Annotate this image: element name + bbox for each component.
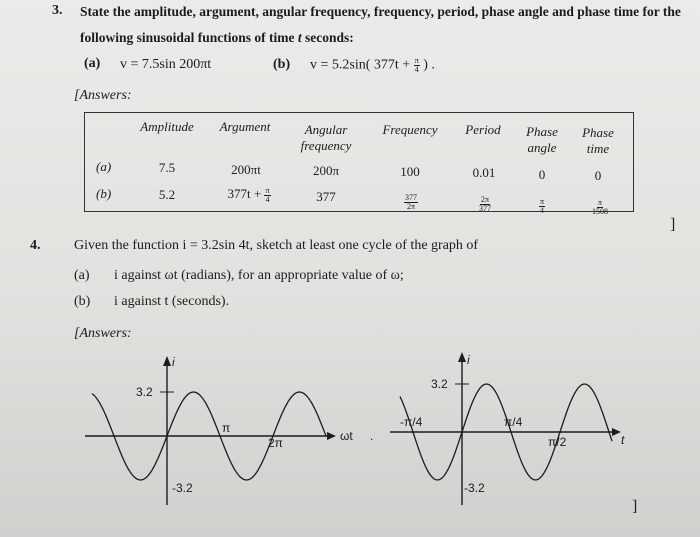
header-amplitude: Amplitude	[140, 119, 194, 134]
graph2-ymax-label: 3.2	[431, 377, 448, 391]
q4-part-b-text: i against t (seconds).	[114, 294, 230, 309]
row-b-phase-time: $\frac{\pi}{1508}$	[592, 198, 608, 216]
header-angular: Angular	[304, 122, 348, 137]
question-4-text: Given the function i = 3.2sin 4t, sketch at least one cycle of the graph of	[74, 238, 479, 253]
row-b-frequency: $\frac{377}{2\pi}$	[405, 193, 417, 211]
question-3-text-line1: State the amplitude, argument, angular frequency, frequency, period, phase angle and phase time for the	[80, 4, 681, 19]
graph2-y-label: i	[467, 353, 470, 367]
row-b-angular: 377	[316, 189, 336, 204]
row-b-label: (b)	[96, 186, 112, 201]
graph2-x-arrow	[612, 428, 621, 436]
header-phase-time: Phase	[582, 125, 614, 140]
q4-part-a-label: (a)	[74, 268, 90, 283]
row-b-phase-angle: $\frac{\pi}{4}$	[539, 197, 545, 215]
answers-label-2: [Answers:	[74, 326, 132, 341]
q4-part-b-label: (b)	[74, 294, 91, 309]
graph1-y-label: i	[172, 355, 175, 369]
question-4-number: 4.	[30, 238, 41, 253]
graph2-half-label: π/2	[548, 435, 567, 449]
graph2-x-label: t	[621, 433, 625, 447]
graph1-stray-dot: .	[370, 429, 374, 443]
answer-close-bracket-1: ]	[670, 216, 676, 233]
row-a-frequency: 100	[400, 164, 420, 179]
question-3-number: 3.	[52, 3, 63, 18]
graph1-2pi-label: 2π	[268, 436, 283, 450]
row-a-argument: 200πt	[231, 162, 261, 177]
header-frequency-word: frequency	[300, 138, 352, 153]
question-3-text-line2: following sinusoidal functions of time t seconds:	[80, 30, 354, 45]
part-b-label: (b)	[273, 57, 291, 72]
header-phase-angle: Phase	[526, 124, 558, 139]
graph2-y-arrow	[458, 352, 466, 362]
row-a-phase-angle: 0	[538, 167, 546, 182]
answers-label-1: [Answers:	[74, 88, 132, 103]
graph2-neg-quarter-label: -π/4	[400, 415, 423, 429]
row-a-amplitude: 7.5	[158, 160, 176, 175]
header-frequency: Frequency	[382, 122, 438, 137]
header-argument: Argument	[219, 119, 271, 134]
row-a-period: 0.01	[472, 165, 496, 180]
graph1-ymax-label: 3.2	[136, 385, 153, 399]
row-a-label: (a)	[96, 159, 112, 174]
graph2-quarter-label: π/4	[504, 415, 523, 429]
row-b-period: $\frac{2\pi}{377}$	[479, 195, 491, 213]
header-phase-angle-2: angle	[527, 140, 557, 155]
part-a-label: (a)	[84, 56, 101, 71]
header-period: Period	[465, 122, 501, 137]
row-a-phase-time: 0	[594, 168, 602, 183]
q4-part-a-text: i against ωt (radians), for an appropriate value of ω;	[114, 268, 404, 283]
header-phase-time-2: time	[586, 141, 610, 156]
row-a-angular: 200π	[312, 163, 340, 178]
row-b-amplitude: 5.2	[158, 187, 176, 202]
graph1-pi-label: π	[222, 421, 231, 435]
row-b-argument: 377t + $\frac{\pi}{4}$	[227, 185, 270, 204]
equation-a: v = 7.5sin 200πt	[120, 57, 212, 72]
answer-close-bracket-2: ]	[632, 498, 638, 515]
graph1-ymin-label: -3.2	[172, 481, 193, 495]
graph1-x-label: ωt	[340, 429, 353, 443]
equation-b: v = 5.2sin( 377t + $\frac{\pi}{4}$ ) .	[310, 56, 435, 74]
graph2-ymin-label: -3.2	[464, 481, 485, 495]
